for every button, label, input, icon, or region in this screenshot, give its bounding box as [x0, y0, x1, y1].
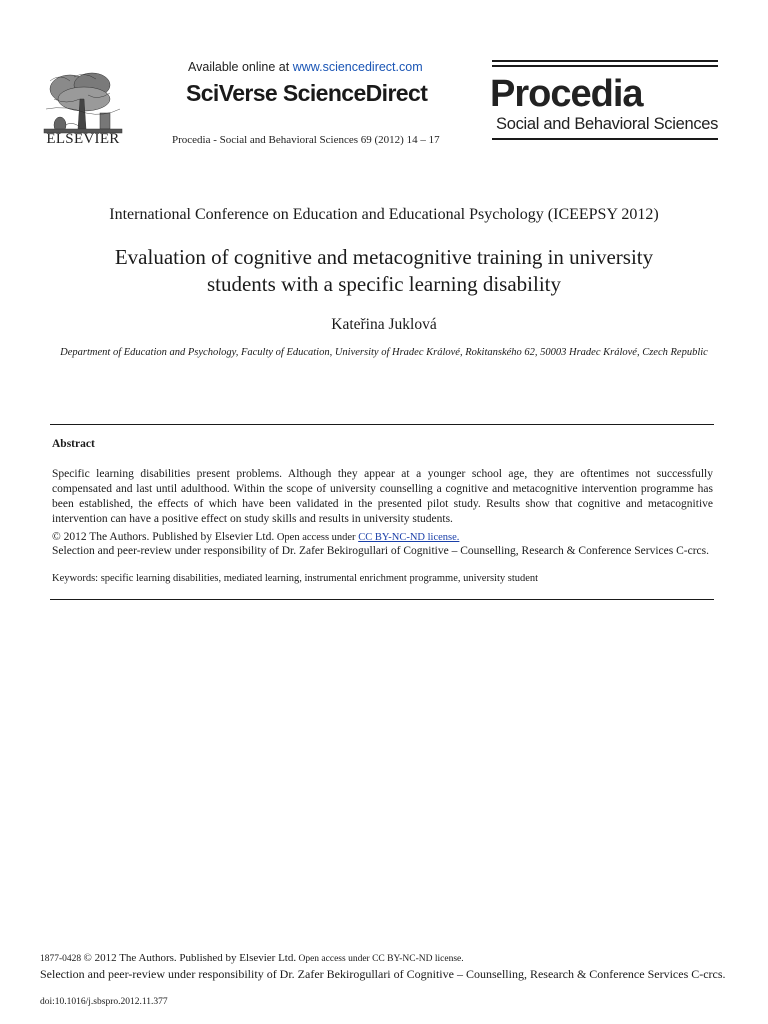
abstract-copyright-text: © 2012 The Authors. Published by Elsevier Ltd.	[52, 531, 275, 543]
abstract-top-rule	[50, 424, 714, 425]
procedia-top-rules	[492, 60, 718, 70]
abstract-peer-review: Selection and peer-review under responsibility of Dr. Zafer Bekirogullari of Cognitive – Counselling, Research & Conference Services C-crcs.	[52, 545, 709, 557]
footer-issn: 1877-0428	[40, 954, 84, 964]
footer-open-access-text: Open access under	[296, 954, 373, 964]
procedia-journal-subtitle: Social and Behavioral Sciences	[496, 115, 719, 133]
elsevier-wordmark: ELSEVIER	[46, 131, 120, 147]
footer-doi: doi:10.1016/j.sbspro.2012.11.377	[40, 997, 168, 1007]
abstract-license-link[interactable]: CC BY-NC-ND license.	[358, 532, 460, 543]
footer-copyright-text: © 2012 The Authors. Published by Elsevier Ltd.	[83, 952, 297, 964]
abstract-body: Specific learning disabilities present problems. Although they appear at a younger school age, they are oftentimes not successfully compensated and last until adulthood. Within the scope of university counselling a cognitive and metacognitive intervention programme has been established, the effects of which have been validated in the presented pilot study. Results show that cognitive and metacognitive intervention can have a positive effect on study skills and results in university students.	[52, 468, 713, 525]
paper-title-line-1: Evaluation of cognitive and metacognitive training in university	[114, 245, 654, 269]
procedia-bottom-rule	[492, 138, 718, 140]
footer-peer-review: Selection and peer-review under responsibility of Dr. Zafer Bekirogullari of Cognitive – Counselling, Research & Conference Services C-crcs.	[40, 967, 726, 981]
procedia-journal-title: Procedia	[490, 73, 643, 115]
abstract-open-access-text: Open access under	[274, 532, 359, 543]
available-online-text	[188, 60, 423, 74]
abstract-keywords: Keywords: specific learning disabilities, mediated learning, instrumental enrichment programme, university student	[52, 573, 539, 584]
author-name: Kateřina Juklová	[331, 316, 437, 333]
available-prefix: Available online at	[188, 60, 293, 74]
sciverse-sciencedirect-logo: SciVerse ScienceDirect	[186, 80, 428, 106]
abstract-bottom-rule	[50, 599, 714, 600]
author-affiliation: Department of Education and Psychology, Faculty of Education, University of Hradec Králové, Rokitanského 62, 50003 Hradec Králové, Czech Republic	[60, 347, 708, 358]
sciencedirect-link[interactable]: www.sciencedirect.com	[292, 60, 423, 74]
footer-copyright-line	[40, 952, 464, 966]
paper-title-line-2: students with a specific learning disability	[206, 272, 561, 296]
footer-license-link[interactable]: CC BY-NC-ND license.	[372, 954, 464, 964]
journal-reference: Procedia - Social and Behavioral Sciences 69 (2012) 14 – 17	[172, 134, 440, 146]
conference-name: International Conference on Education and Educational Psychology (ICEEPSY 2012)	[109, 206, 659, 223]
paper-title	[0, 244, 768, 298]
abstract-copyright	[52, 530, 459, 545]
abstract-heading: Abstract	[52, 438, 95, 450]
